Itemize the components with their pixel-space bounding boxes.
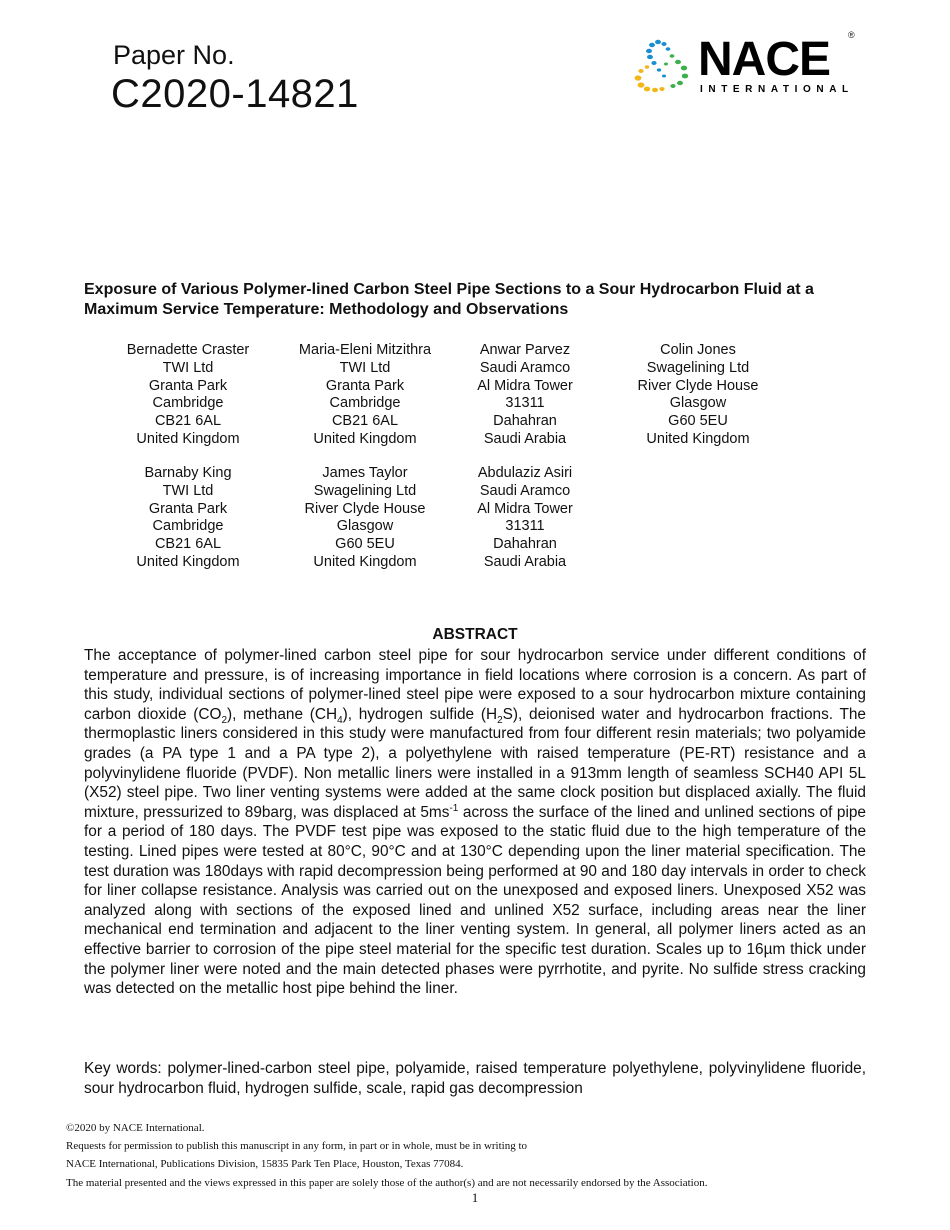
nace-logo xyxy=(630,30,860,100)
footer-line: Requests for permission to publish this manuscript in any form, in part or in whole, must be in writing to xyxy=(66,1140,528,1153)
affiliation-line: G60 5EU xyxy=(668,413,728,430)
affiliation-line: G60 5EU xyxy=(335,536,395,553)
affiliation-line: Saudi Aramco xyxy=(479,359,571,376)
affiliation-line: Swagelining Ltd xyxy=(313,482,417,499)
affiliation-line: 31311 xyxy=(505,518,545,535)
affiliation-line: TWI Ltd xyxy=(339,359,391,376)
affiliation-line: United Kingdom xyxy=(646,430,750,447)
affiliation-line: Cambridge xyxy=(152,518,224,535)
affiliation-line: Granta Park xyxy=(148,500,228,517)
affiliation-line: CB21 6AL xyxy=(154,413,222,430)
author-name: Maria-Eleni Mitzithra xyxy=(298,342,432,358)
footer-line: NACE International, Publications Division, 15835 Park Ten Place, Houston, Texas 77084. xyxy=(66,1158,464,1171)
author-affiliation xyxy=(425,342,625,449)
affiliation-line: CB21 6AL xyxy=(154,536,222,553)
author-name: Colin Jones xyxy=(660,342,736,358)
affiliation-line: Glasgow xyxy=(669,395,727,412)
author-name: James Taylor xyxy=(322,465,408,481)
abstract-text: The acceptance of polymer-lined carbon steel pipe for sour hydrocarbon service under different conditions of temperature and pressure, is of increasing importance in field locations where corrosion is a concern. As part of this study, individual sections of polymer-lined steel pipe were exposed to a sour hydrocarbon mixture containing carbon dioxide (CO xyxy=(84,647,866,723)
affiliation-line: River Clyde House xyxy=(304,500,426,517)
copyright-footer xyxy=(66,1119,707,1192)
author-affiliation xyxy=(88,342,288,449)
affiliation-line: Cambridge xyxy=(329,395,401,412)
logo-wordmark: NACE xyxy=(698,33,831,86)
affiliation-line: TWI Ltd xyxy=(162,359,214,376)
nace-emblem-icon xyxy=(630,34,700,99)
affiliation-line: Granta Park xyxy=(325,377,405,394)
author-affiliation xyxy=(598,342,798,449)
abstract-text: S), deionised water and hydrocarbon fractions. The thermoplastic liners considered in this study were manufactured from four different resin materials; two polyamide grades (a PA type 1 and a PA type 2), a polyethylene with raised temperature (PE-RT) resistance and a polyvinylidene fluoride (PVDF). Non metallic liners were installed in a 913mm length of seamless SCH40 API 5L (X52) steel pipe. Two liner venting systems were added at the same clock position but displaced axially. The fluid mixture, pressurized to 89barg, was displaced at 5ms xyxy=(84,705,866,821)
author-affiliation xyxy=(425,465,625,572)
affiliation-line: Dahahran xyxy=(493,413,557,430)
affiliation-line: Al Midra Tower xyxy=(477,500,573,517)
paper-id: C2020-14821 xyxy=(111,72,359,116)
affiliation-line: Saudi Aramco xyxy=(479,482,571,499)
author-name: Abdulaziz Asiri xyxy=(477,465,573,481)
affiliation-line: Al Midra Tower xyxy=(477,377,573,394)
abstract-body xyxy=(84,646,866,999)
affiliation-line: United Kingdom xyxy=(136,430,240,447)
affiliation-line: United Kingdom xyxy=(313,430,417,447)
footer-line: The material presented and the views expressed in this paper are solely those of the author(s) and are not necessarily endorsed by the Association. xyxy=(66,1176,708,1189)
abstract-text: ), methane (CH xyxy=(227,705,338,723)
subscript: 4 xyxy=(337,714,343,726)
affiliation-line: River Clyde House xyxy=(637,377,759,394)
affiliation-line: CB21 6AL xyxy=(331,413,399,430)
paper-number-label: Paper No. xyxy=(113,40,235,70)
affiliation-line: Dahahran xyxy=(493,536,557,553)
abstract-heading: ABSTRACT xyxy=(432,626,518,643)
affiliation-line: United Kingdom xyxy=(136,553,240,570)
footer-line: ©2020 by NACE International. xyxy=(66,1122,205,1134)
affiliation-line: United Kingdom xyxy=(313,553,417,570)
abstract-text: across the surface of the lined and unlined sections of pipe for a period of 180 days. The PVDF test pipe was exposed to the static fluid due to the high temperature of the testing. Lined pipes were tested at 80°C, 90°C and at 130°C depending upon the liner material specification. The test duration was 180days with rapid decompression being performed at 90 and 180 day intervals in order to check for liner collapse resistance. Analysis was carried out on the unexposed and exposed liners. Unexposed X52 was analyzed along with sections of the exposed lined and unlined X52 surface, including areas near the liner mechanical end termination and adjacent to the liner venting system. In general, all polymer liners acted as an effective barrier to corrosion of the pipe steel material for the specific test duration. Scales up to 16µm thick under the polymer liner were noted and the main detected phases were pyrrhotite, and pyrite. No sulfide stress cracking was detected on the metallic host pipe behind the liner. xyxy=(84,803,866,998)
affiliation-line: Saudi Arabia xyxy=(483,553,567,570)
affiliation-line: Swagelining Ltd xyxy=(646,359,750,376)
affiliation-line: Glasgow xyxy=(336,518,394,535)
affiliation-line: Cambridge xyxy=(152,395,224,412)
page-number: 1 xyxy=(471,1190,479,1205)
superscript: -1 xyxy=(449,802,459,814)
author-affiliation xyxy=(88,465,288,572)
author-name: Bernadette Craster xyxy=(126,342,250,358)
logo-subtitle: INTERNATIONAL xyxy=(700,84,854,95)
author-name: Anwar Parvez xyxy=(479,342,571,358)
subscript: 2 xyxy=(221,714,228,726)
affiliation-line: Granta Park xyxy=(148,377,228,394)
abstract-text: ), hydrogen sulfide (H xyxy=(342,705,498,723)
affiliation-line: Saudi Arabia xyxy=(483,430,567,447)
subscript: 2 xyxy=(497,714,503,726)
keywords: Key words: polymer-lined-carbon steel pipe, polyamide, raised temperature polyethylene, polyvinylidene fluoride, sour hydrocarbon fluid, hydrogen sulfide, scale, rapid gas decompression xyxy=(84,1060,866,1097)
paper-title: Exposure of Various Polymer-lined Carbon Steel Pipe Sections to a Sour Hydrocarbon Fluid at a Maximum Service Temperature: Methodology and Observations xyxy=(84,281,814,318)
author-name: Barnaby King xyxy=(144,465,232,481)
registered-mark: ® xyxy=(848,30,855,40)
affiliation-line: TWI Ltd xyxy=(162,482,214,499)
affiliation-line: 31311 xyxy=(505,395,545,412)
